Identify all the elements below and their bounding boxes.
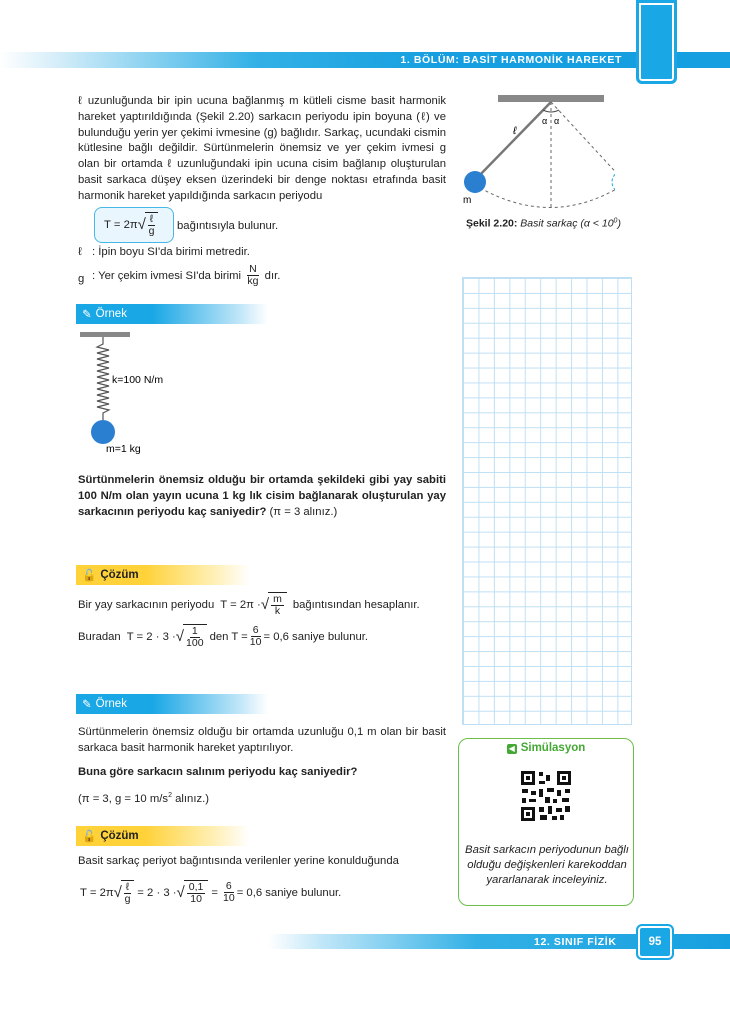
example1-tag: [76, 304, 268, 324]
qr-code[interactable]: [519, 769, 573, 823]
def-l-text: : İpin boyu SI'da birimi metredir.: [92, 246, 250, 258]
simulation-box: [458, 738, 634, 906]
example1-tag-label: Örnek: [95, 308, 127, 320]
example2-note: [78, 792, 209, 805]
caption-end: ): [617, 217, 621, 230]
intro-paragraph: ℓ uzunluğunda bir ipin ucuna bağlanmış m kütleli cisme basit harmonik hareket yaptırıldığında (Şekil 2.20) sarkacın periyodu ipin boyuna (ℓ) ve bulunduğu yerin yer çekimi ivmesine (g) bağlıdır. Sarkaç, ucundaki cismin kütlesine bağlı değildir. Sürtünmelerin önemsiz ve yer çekim ivmesi g olan bir ortamda ℓ uzunluğundaki ipin ucuna cisim bağlanıp oluşturulan basit sarkaca düşey eksen üzerindeki bir denge noktası etrafında basit harmonik hareket yapıldığında sarkacın periyodu: [78, 95, 446, 202]
solution2-tag-label: Çözüm: [100, 830, 139, 842]
solution2-tag: [76, 826, 250, 846]
def-g-text: : Yer çekim ivmesi SI'da birimi: [92, 269, 242, 282]
figure-caption: [466, 217, 621, 230]
alpha-label-right: α: [554, 116, 560, 126]
swing-arc: [475, 185, 615, 208]
simulation-title-row: [459, 742, 633, 754]
solution1-tag: [76, 565, 250, 585]
sol1-line1-post: bağıntısından hesaplanır.: [292, 598, 420, 611]
sol2-num3: 6: [225, 880, 232, 892]
ex2-note-pre: (π = 3, g = 10 m/s: [78, 792, 169, 805]
solution1-tag-label: Çözüm: [100, 569, 139, 581]
example1-question: [78, 472, 446, 520]
sol1-num: m: [273, 593, 282, 605]
formula-num: ℓ: [149, 213, 154, 225]
ex2-note-sup: 2: [168, 792, 172, 799]
sol1-num2: 1: [191, 625, 198, 637]
unit-den: kg: [247, 275, 259, 287]
alpha-label-left: α: [542, 116, 548, 126]
pendulum-figure: [455, 90, 615, 210]
simulation-icon: ◀: [508, 744, 515, 753]
sol2-den2: 10: [190, 893, 202, 905]
header-tab: [636, 0, 677, 84]
class-title: 12. SINIF FİZİK: [534, 936, 617, 948]
example2-tag-label: Örnek: [95, 698, 127, 710]
def-g-suffix: dır.: [264, 269, 281, 282]
sol2-post: = 0,6 saniye bulunur.: [236, 886, 342, 899]
ghost-bob: [612, 171, 615, 193]
right-dashed-string: [551, 102, 615, 180]
spring-constant-label: k=100 N/m: [112, 374, 164, 386]
period-formula: T = 2π √ $\frac{\text{ℓ}}{g}$: [104, 212, 158, 237]
unlock-icon: 🔓: [82, 831, 97, 843]
spring-coil: [97, 337, 109, 420]
formula-suffix: bağıntısıyla bulunur.: [177, 220, 279, 232]
sol2-num1: ℓ: [125, 881, 130, 893]
sol2-t: T = 2π: [80, 886, 114, 899]
sol2-num2: 0,1: [188, 881, 204, 893]
sol1-line2-post: = 0,6 saniye bulunur.: [263, 630, 369, 643]
solution2-text: Basit sarkaç periyot bağıntısında verilenler yerine konulduğunda: [78, 855, 399, 867]
edit-icon: ✎: [82, 699, 92, 711]
spring-support: [80, 332, 130, 337]
example2-text: Sürtünmelerin önemsiz olduğu bir ortamda uzunluğu 0,1 m olan bir basit sarkaca basit harmonik hareket yaptırılıyor.: [78, 726, 446, 754]
def-g-symbol: g: [78, 273, 85, 285]
note-grid: [462, 277, 632, 725]
def-g-row: [92, 264, 280, 287]
sol2-mid: = 2 · 3 ·: [137, 886, 177, 899]
spring-mass: [91, 420, 115, 444]
solution1-line1: Bir yay sarkacının periyodu T = 2π · √ $\frac{m}{k}$ bağıntısından hesaplanır.: [78, 593, 420, 617]
spring-mass-label: m=1 kg: [106, 443, 141, 455]
unlock-icon: 🔓: [82, 570, 97, 582]
sol1-den: k: [274, 605, 281, 617]
sol2-den1: g: [124, 893, 131, 905]
sol1-num3: 6: [252, 624, 259, 636]
caption-bold: Şekil 2.20:: [466, 217, 518, 230]
simulation-title: Simülasyon: [520, 742, 586, 754]
sol1-line1-t: T = 2π ·: [220, 598, 261, 611]
chapter-title: 1. BÖLÜM: BASİT HARMONİK HAREKET: [400, 54, 622, 66]
sol1-line2-pre: Buradan: [78, 630, 121, 643]
edit-icon: ✎: [82, 309, 92, 321]
mass-label: m: [463, 195, 472, 206]
sol1-line2-mid: den T =: [209, 630, 248, 643]
simulation-text: Basit sarkacın periyodunun bağlı olduğu değişkenleri karekoddan yararlanarak inceleyiniz.: [465, 844, 629, 886]
sol1-den2: 100: [186, 637, 204, 649]
caption-italic: Basit sarkaç (α < 10: [520, 217, 614, 230]
example1-question-bold: Sürtünmelerin önemsiz olduğu bir ortamda şekildeki gibi yay sabiti 100 N/m olan yayın ucuna 1 kg lık cisim bağlanarak oluşturulan yay sarkacının periyodu kaç saniyedir?: [78, 474, 446, 518]
example2-tag: [76, 694, 268, 714]
length-label: ℓ: [513, 125, 517, 137]
pendulum-string: [475, 102, 551, 180]
sol1-line1-pre: Bir yay sarkacının periyodu: [78, 598, 215, 611]
spring-figure: [76, 330, 206, 460]
sol1-den3: 10: [249, 636, 262, 648]
ceiling-support: [498, 95, 604, 102]
formula-t: T = 2π: [104, 218, 138, 231]
sol2-den3: 10: [223, 892, 235, 904]
sol2-eq: =: [211, 886, 218, 899]
solution2-formula: T = 2π √ $\frac{\text{ℓ}}{g}$ = 2 · 3 · √ $\frac{0,1}{10}$ = $\frac{6}{10}$ = 0,6 saniye bulunur.: [80, 880, 342, 905]
example2-question: Buna göre sarkacın salınım periyodu kaç saniyedir?: [78, 766, 358, 778]
page-number: 95: [636, 924, 674, 960]
example1-note: (π = 3 alınız.): [269, 506, 338, 518]
ex2-note-post: alınız.): [171, 792, 210, 805]
def-l-symbol: ℓ: [78, 246, 82, 258]
caption-sup: 0: [613, 217, 618, 224]
solution1-line2: Buradan T = 2 · 3 · √ $\frac{1}{100}$ den T = $\frac{6}{10}$ = 0,6 saniye bulunur.: [78, 624, 369, 649]
pendulum-bob: [464, 171, 486, 193]
formula-den: g: [148, 225, 155, 237]
sol1-line2-t: T = 2 · 3 ·: [126, 630, 176, 643]
unit-num: N: [249, 263, 257, 275]
